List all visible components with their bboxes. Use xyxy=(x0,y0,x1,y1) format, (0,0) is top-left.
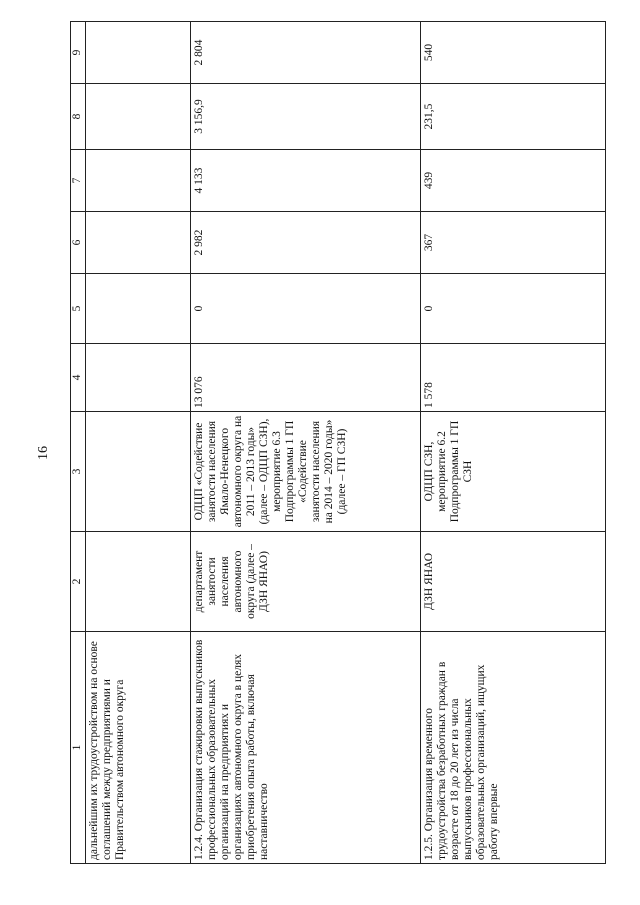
cell-value: 0 xyxy=(421,274,606,344)
col-header-9: 9 xyxy=(71,22,86,84)
col-header-3: 3 xyxy=(71,412,86,532)
cell-value: 4 133 xyxy=(191,150,421,212)
cell-source xyxy=(86,412,191,532)
cell-executor: ДЗН ЯНАО xyxy=(421,532,606,632)
data-table-rotated xyxy=(70,22,602,864)
cell-value: 540 xyxy=(421,22,606,84)
cell-value: 13 076 xyxy=(191,344,421,412)
cell-value xyxy=(86,212,191,274)
cell-value xyxy=(86,274,191,344)
cell-value: 2 982 xyxy=(191,212,421,274)
col-header-1: 1 xyxy=(71,632,86,864)
cell-executor: департамент занятости населения автономного округа (далее – ДЗН ЯНАО) xyxy=(191,532,421,632)
cell-value xyxy=(86,22,191,84)
cell-activity: 1.2.4. Организация стажировки выпускников профессиональных образовательных организаций на предприятиях и организациях автономного округа в целях приобретения опыта работы, включая наставничество xyxy=(191,632,421,864)
cell-value: 367 xyxy=(421,212,606,274)
cell-activity: 1.2.5. Организация временного трудоустройства безработных граждан в возрасте от 18 до 20 лет из числа выпускников профессиональных образовательных организаций, ищущих работу впервые xyxy=(421,632,606,864)
table-row xyxy=(86,22,191,864)
cell-source: ОДЦП СЗН, мероприятие 6.2 Подпрограммы 1 ГП СЗН xyxy=(421,412,606,532)
cell-executor xyxy=(86,532,191,632)
page-number: 16 xyxy=(36,446,51,460)
table-row xyxy=(421,22,606,864)
col-header-2: 2 xyxy=(71,532,86,632)
cell-activity: дальнейшим их трудоустройством на основе соглашений между предприятиями и Правительством автономного округа xyxy=(86,632,191,864)
cell-value: 0 xyxy=(191,274,421,344)
cell-value xyxy=(86,344,191,412)
cell-value xyxy=(86,84,191,150)
col-header-8: 8 xyxy=(71,84,86,150)
program-table xyxy=(70,21,606,864)
cell-value: 3 156,9 xyxy=(191,84,421,150)
table-row xyxy=(191,22,421,864)
col-header-7: 7 xyxy=(71,150,86,212)
cell-value: 1 578 xyxy=(421,344,606,412)
col-header-5: 5 xyxy=(71,274,86,344)
header-row xyxy=(71,22,86,864)
cell-value: 2 804 xyxy=(191,22,421,84)
col-header-4: 4 xyxy=(71,344,86,412)
col-header-6: 6 xyxy=(71,212,86,274)
cell-value: 231,5 xyxy=(421,84,606,150)
cell-value: 439 xyxy=(421,150,606,212)
cell-source: ОДЦП «Содействие занятости населения Ямало-Ненецкого автономного округа на 2011 – 2013 годы» (далее – ОДЦП СЗН), мероприятие 6.3 Подпрограммы 1 ГП «Содействие занятости населения на 2014 – 2020 годы» (далее – ГП СЗН) xyxy=(191,412,421,532)
cell-value xyxy=(86,150,191,212)
